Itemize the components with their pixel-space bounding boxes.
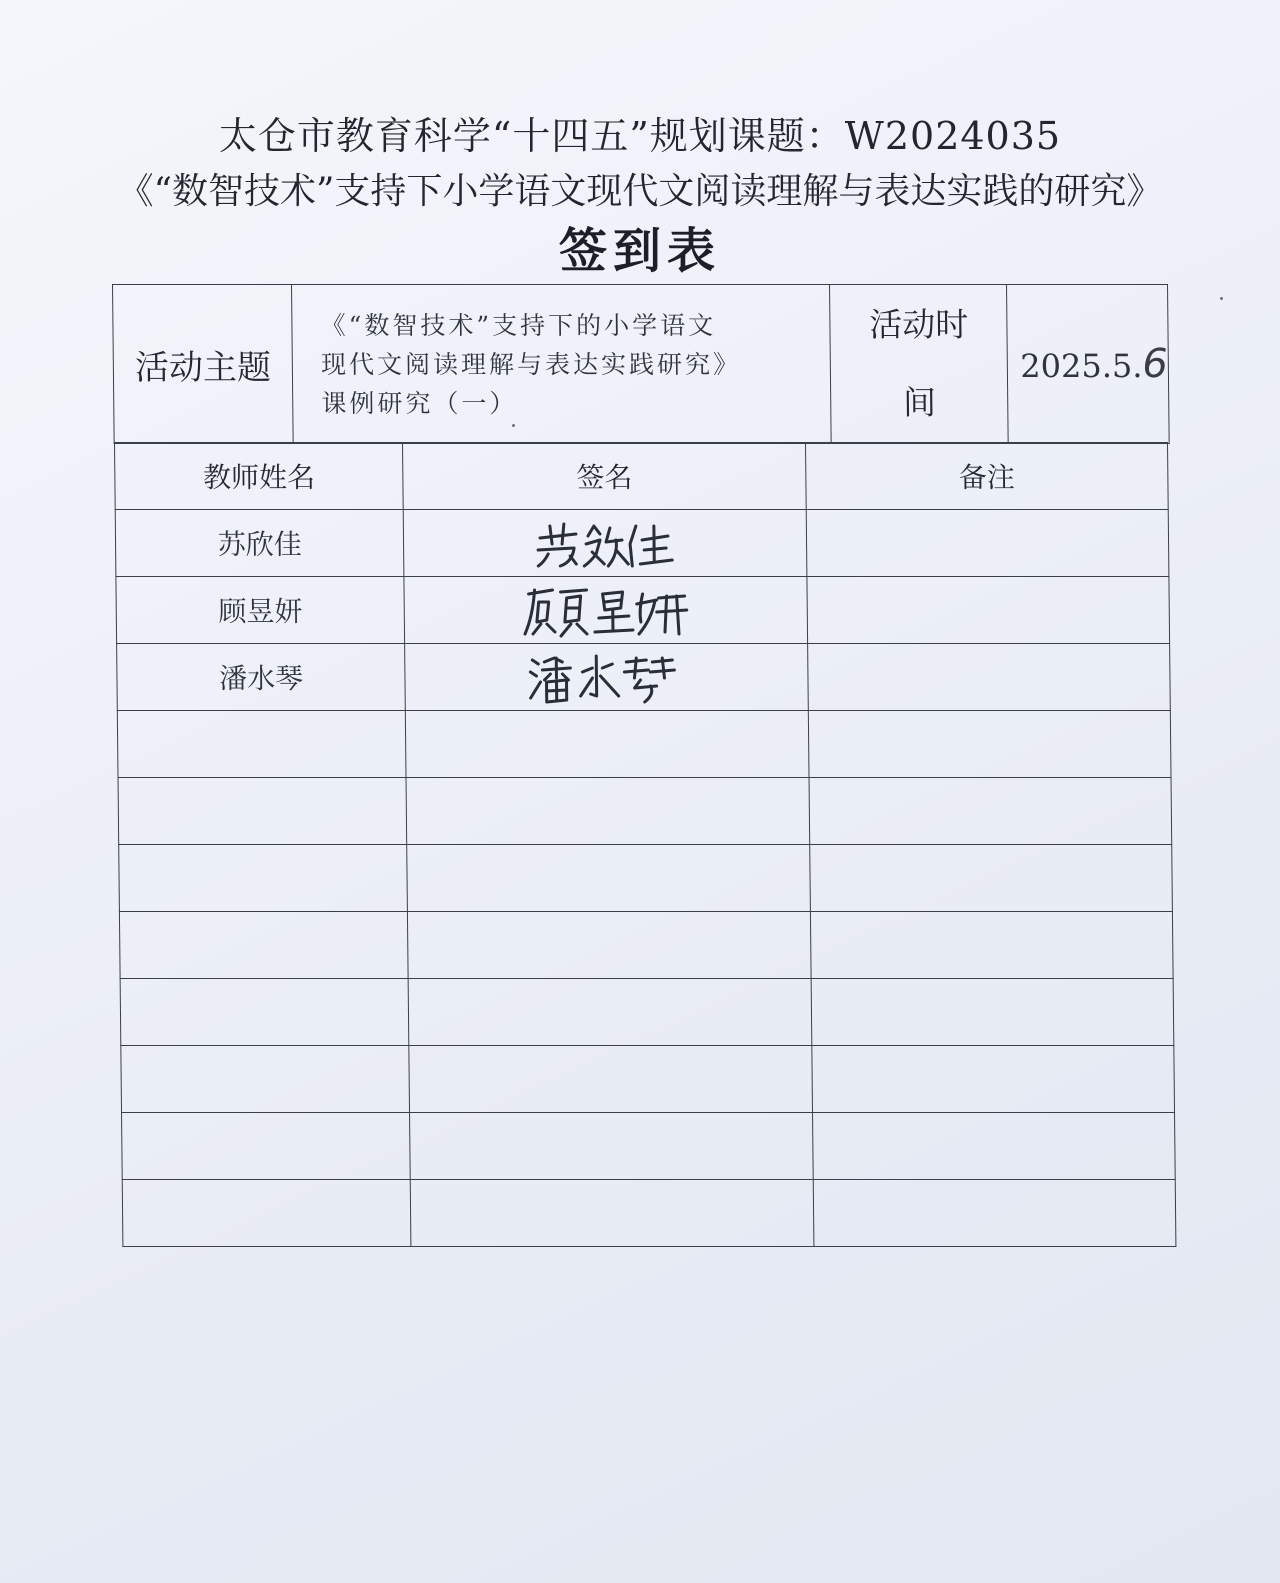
handwritten-signature [526,648,687,706]
activity-info-table [112,284,1170,444]
table-header-row [115,443,1169,510]
signature-cell[interactable] [406,711,809,778]
topic-line: 课例研究（一） [321,388,518,418]
teacher-name: 潘水琴 [117,644,406,711]
time-label: 活动时 间 [830,285,1009,444]
handwritten-signature [521,580,692,640]
time-printed: 2025.5. [1020,347,1143,385]
note-cell[interactable] [811,979,1174,1046]
header-note: 备注 [805,443,1168,510]
header-teacher-name: 教师姓名 [115,443,404,510]
signature-cell[interactable] [410,1113,813,1180]
teacher-name[interactable] [119,912,408,979]
topic-line: 《“数智技术”支持下的小学语文 [320,310,717,340]
sheet-title: 签到表 [558,223,721,279]
topic-value [292,285,832,444]
note-cell[interactable] [807,644,1170,711]
table-row [119,845,1173,912]
table-row [117,644,1171,711]
signature-cell[interactable] [409,1046,812,1113]
table-row [117,711,1171,778]
header-signature: 签名 [403,443,806,510]
time-handwritten: 6 [1142,341,1169,387]
table-row [120,979,1174,1046]
topic-label: 活动主题 [113,285,294,444]
teacher-name: 顾昱妍 [116,577,405,644]
note-cell[interactable] [809,778,1172,845]
teacher-name[interactable] [117,711,406,778]
note-cell[interactable] [812,1046,1175,1113]
note-cell[interactable] [806,510,1169,577]
sign-in-table [114,442,1176,1247]
signature-cell[interactable] [404,510,807,577]
signature-cell[interactable] [407,845,810,912]
topic-line: 现代文阅读理解与表达实践研究》 [320,349,742,379]
paper-speck [512,424,515,427]
teacher-name[interactable] [122,1113,411,1180]
signature-cell[interactable] [404,577,807,644]
handwritten-signature [530,514,681,572]
note-cell[interactable] [813,1180,1176,1247]
note-cell[interactable] [810,912,1173,979]
table-row [118,778,1172,845]
signature-cell[interactable] [411,1180,814,1247]
teacher-name: 苏欣佳 [115,510,404,577]
signature-cell[interactable] [408,979,811,1046]
project-title: 太仓市教育科学“十四五”规划课题：W2024035 [218,114,1062,158]
signature-cell[interactable] [408,912,811,979]
signature-cell[interactable] [406,778,809,845]
signature-cell[interactable] [405,644,808,711]
note-cell[interactable] [808,711,1171,778]
teacher-name[interactable] [120,979,409,1046]
table-row [115,510,1169,577]
table-row [116,577,1170,644]
note-cell[interactable] [812,1113,1175,1180]
table-row [122,1113,1176,1180]
teacher-name[interactable] [121,1046,410,1113]
table-row [122,1180,1176,1247]
paper-speck [1220,297,1223,300]
table-row [119,912,1173,979]
teacher-name[interactable] [122,1180,411,1247]
time-value [1007,285,1169,444]
research-title: 《“数智技术”支持下小学语文现代文阅读理解与表达实践的研究》 [117,171,1163,212]
document-header [0,108,1280,282]
table-row [121,1046,1175,1113]
teacher-name[interactable] [119,845,408,912]
note-cell[interactable] [810,845,1173,912]
note-cell[interactable] [807,577,1170,644]
teacher-name[interactable] [118,778,407,845]
